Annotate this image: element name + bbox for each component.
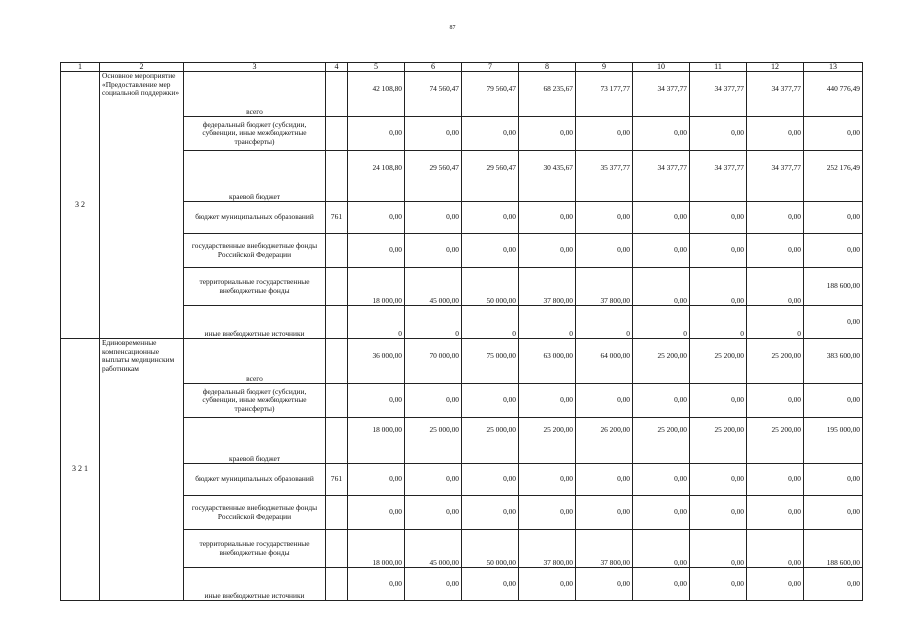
- amount-cell: 0,00: [633, 202, 690, 234]
- amount-cell: 0,00: [519, 568, 576, 601]
- amount-cell: 79 560,47: [462, 72, 519, 117]
- funding-source: территориальные государственные внебюджетные фонды: [184, 530, 326, 568]
- amount-cell: 30 435,67: [519, 151, 576, 202]
- amount-cell: 0,00: [576, 496, 633, 530]
- amount-cell: 0,00: [804, 464, 863, 496]
- amount-cell: 25 200,00: [690, 418, 747, 464]
- amount-cell: 26 200,00: [576, 418, 633, 464]
- funding-source: краевой бюджет: [184, 151, 326, 202]
- funding-source: бюджет муниципальных образований: [184, 464, 326, 496]
- responsible-code: [326, 117, 348, 151]
- amount-cell: 0,00: [747, 568, 804, 601]
- amount-cell: 0,00: [462, 464, 519, 496]
- amount-cell: 0,00: [405, 464, 462, 496]
- amount-cell: 0,00: [804, 496, 863, 530]
- funding-source: территориальные государственные внебюджетные фонды: [184, 268, 326, 306]
- responsible-code: [326, 234, 348, 268]
- amount-cell: 0,00: [804, 117, 863, 151]
- amount-cell: 75 000,00: [462, 339, 519, 384]
- amount-cell: 0: [576, 306, 633, 339]
- column-number: 12: [747, 63, 804, 72]
- amount-cell: 29 560,47: [462, 151, 519, 202]
- amount-cell: 34 377,77: [690, 72, 747, 117]
- amount-cell: 0,00: [747, 117, 804, 151]
- amount-cell: 0,00: [690, 496, 747, 530]
- amount-cell: 25 200,00: [633, 418, 690, 464]
- amount-cell: 25 200,00: [690, 339, 747, 384]
- column-number: 8: [519, 63, 576, 72]
- amount-cell: 0,00: [633, 268, 690, 306]
- amount-cell: 188 600,00: [804, 530, 863, 568]
- amount-cell: 0,00: [633, 117, 690, 151]
- funding-source: федеральный бюджет (субсидии, субвенции, иные межбюджетные трансферты): [184, 384, 326, 418]
- amount-cell: 0,00: [348, 568, 405, 601]
- amount-cell: 0,00: [690, 202, 747, 234]
- amount-cell: 0,00: [747, 496, 804, 530]
- amount-cell: 74 560,47: [405, 72, 462, 117]
- amount-cell: 25 200,00: [519, 418, 576, 464]
- amount-cell: 0,00: [747, 268, 804, 306]
- amount-cell: 0,00: [462, 117, 519, 151]
- amount-cell: 0,00: [519, 384, 576, 418]
- amount-cell: 34 377,77: [690, 151, 747, 202]
- amount-cell: 34 377,77: [633, 72, 690, 117]
- amount-cell: 37 800,00: [519, 268, 576, 306]
- amount-cell: 73 177,77: [576, 72, 633, 117]
- amount-cell: 25 200,00: [747, 418, 804, 464]
- amount-cell: 0,00: [519, 202, 576, 234]
- responsible-code: [326, 306, 348, 339]
- amount-cell: 0,00: [804, 202, 863, 234]
- amount-cell: 68 235,67: [519, 72, 576, 117]
- amount-cell: 0,00: [462, 496, 519, 530]
- amount-cell: 188 600,00: [804, 268, 863, 306]
- amount-cell: 29 560,47: [405, 151, 462, 202]
- amount-cell: 0,00: [804, 568, 863, 601]
- amount-cell: 0,00: [576, 384, 633, 418]
- amount-cell: 0,00: [405, 234, 462, 268]
- amount-cell: 42 108,80: [348, 72, 405, 117]
- funding-source: краевой бюджет: [184, 418, 326, 464]
- table-row: [61, 72, 863, 117]
- column-number: 13: [804, 63, 863, 72]
- amount-cell: 0: [462, 306, 519, 339]
- amount-cell: 0,00: [576, 234, 633, 268]
- responsible-code: [326, 496, 348, 530]
- amount-cell: 0,00: [576, 568, 633, 601]
- amount-cell: 0,00: [633, 234, 690, 268]
- header-row: [61, 63, 863, 72]
- amount-cell: 18 000,00: [348, 530, 405, 568]
- funding-source: государственные внебюджетные фонды Российской Федерации: [184, 234, 326, 268]
- responsible-code: [326, 418, 348, 464]
- amount-cell: 0,00: [348, 464, 405, 496]
- amount-cell: 0: [519, 306, 576, 339]
- funding-source: бюджет муниципальных образований: [184, 202, 326, 234]
- amount-cell: 0,00: [747, 384, 804, 418]
- amount-cell: 25 200,00: [633, 339, 690, 384]
- responsible-code: 761: [326, 464, 348, 496]
- column-number: 4: [326, 63, 348, 72]
- amount-cell: 0,00: [462, 384, 519, 418]
- item-number: 3 2 1: [61, 339, 100, 601]
- amount-cell: 0,00: [519, 464, 576, 496]
- budget-table: [60, 62, 863, 601]
- column-number: 1: [61, 63, 100, 72]
- table-body: [61, 63, 863, 601]
- amount-cell: 0: [348, 306, 405, 339]
- item-name: Единовременные компенсационные выплаты медицинским работникам: [100, 339, 184, 601]
- funding-source: иные внебюджетные источники: [184, 306, 326, 339]
- amount-cell: 64 000,00: [576, 339, 633, 384]
- amount-cell: 0: [690, 306, 747, 339]
- column-number: 11: [690, 63, 747, 72]
- amount-cell: 0,00: [690, 268, 747, 306]
- page-number: 87: [449, 25, 456, 31]
- amount-cell: 0,00: [519, 234, 576, 268]
- funding-source: всего: [184, 72, 326, 117]
- amount-cell: 18 000,00: [348, 268, 405, 306]
- amount-cell: 37 800,00: [576, 530, 633, 568]
- responsible-code: [326, 268, 348, 306]
- funding-source: иные внебюджетные источники: [184, 568, 326, 601]
- responsible-code: [326, 568, 348, 601]
- amount-cell: 34 377,77: [747, 151, 804, 202]
- item-name: Основное мероприятие «Предоставление мер социальной поддержки»: [100, 72, 184, 339]
- amount-cell: 0,00: [690, 530, 747, 568]
- amount-cell: 37 800,00: [519, 530, 576, 568]
- amount-cell: 0,00: [576, 464, 633, 496]
- amount-cell: 0,00: [405, 202, 462, 234]
- funding-source: всего: [184, 339, 326, 384]
- amount-cell: 0: [747, 306, 804, 339]
- amount-cell: 0,00: [804, 234, 863, 268]
- amount-cell: 0,00: [690, 568, 747, 601]
- table-row: [61, 339, 863, 384]
- amount-cell: 0: [633, 306, 690, 339]
- amount-cell: 0,00: [690, 464, 747, 496]
- amount-cell: 0,00: [576, 117, 633, 151]
- column-number: 5: [348, 63, 405, 72]
- amount-cell: 0,00: [348, 234, 405, 268]
- funding-source: государственные внебюджетные фонды Российской Федерации: [184, 496, 326, 530]
- amount-cell: 70 000,00: [405, 339, 462, 384]
- column-number: 7: [462, 63, 519, 72]
- column-number: 2: [100, 63, 184, 72]
- amount-cell: 383 600,00: [804, 339, 863, 384]
- amount-cell: 24 108,80: [348, 151, 405, 202]
- amount-cell: 0,00: [690, 234, 747, 268]
- amount-cell: 34 377,77: [747, 72, 804, 117]
- amount-cell: 25 000,00: [462, 418, 519, 464]
- amount-cell: 0,00: [519, 496, 576, 530]
- amount-cell: 0,00: [747, 530, 804, 568]
- amount-cell: 0,00: [462, 234, 519, 268]
- amount-cell: 0,00: [633, 464, 690, 496]
- amount-cell: 0,00: [747, 234, 804, 268]
- responsible-code: [326, 339, 348, 384]
- amount-cell: 0,00: [462, 202, 519, 234]
- amount-cell: 50 000,00: [462, 530, 519, 568]
- amount-cell: 0,00: [747, 464, 804, 496]
- amount-cell: 25 000,00: [405, 418, 462, 464]
- amount-cell: 25 200,00: [747, 339, 804, 384]
- amount-cell: 440 776,49: [804, 72, 863, 117]
- responsible-code: [326, 72, 348, 117]
- amount-cell: 0,00: [804, 306, 863, 339]
- amount-cell: 0,00: [519, 117, 576, 151]
- amount-cell: 0,00: [348, 117, 405, 151]
- column-number: 3: [184, 63, 326, 72]
- item-number: 3 2: [61, 72, 100, 339]
- amount-cell: 0,00: [348, 496, 405, 530]
- amount-cell: 0,00: [633, 530, 690, 568]
- amount-cell: 0,00: [405, 117, 462, 151]
- amount-cell: 0,00: [576, 202, 633, 234]
- amount-cell: 37 800,00: [576, 268, 633, 306]
- amount-cell: 252 176,49: [804, 151, 863, 202]
- amount-cell: 45 000,00: [405, 530, 462, 568]
- amount-cell: 0,00: [633, 384, 690, 418]
- amount-cell: 0,00: [348, 384, 405, 418]
- responsible-code: [326, 151, 348, 202]
- amount-cell: 0,00: [633, 568, 690, 601]
- amount-cell: 0,00: [462, 568, 519, 601]
- amount-cell: 0,00: [348, 202, 405, 234]
- amount-cell: 0,00: [633, 496, 690, 530]
- amount-cell: 34 377,77: [633, 151, 690, 202]
- responsible-code: [326, 530, 348, 568]
- amount-cell: 0,00: [405, 568, 462, 601]
- amount-cell: 195 000,00: [804, 418, 863, 464]
- responsible-code: 761: [326, 202, 348, 234]
- amount-cell: 0,00: [405, 496, 462, 530]
- column-number: 9: [576, 63, 633, 72]
- column-number: 10: [633, 63, 690, 72]
- amount-cell: 0,00: [804, 384, 863, 418]
- amount-cell: 45 000,00: [405, 268, 462, 306]
- amount-cell: 50 000,00: [462, 268, 519, 306]
- amount-cell: 0: [405, 306, 462, 339]
- responsible-code: [326, 384, 348, 418]
- amount-cell: 35 377,77: [576, 151, 633, 202]
- amount-cell: 0,00: [690, 117, 747, 151]
- amount-cell: 36 000,00: [348, 339, 405, 384]
- amount-cell: 0,00: [405, 384, 462, 418]
- amount-cell: 18 000,00: [348, 418, 405, 464]
- amount-cell: 0,00: [690, 384, 747, 418]
- amount-cell: 0,00: [747, 202, 804, 234]
- amount-cell: 63 000,00: [519, 339, 576, 384]
- column-number: 6: [405, 63, 462, 72]
- funding-source: федеральный бюджет (субсидии, субвенции, иные межбюджетные трансферты): [184, 117, 326, 151]
